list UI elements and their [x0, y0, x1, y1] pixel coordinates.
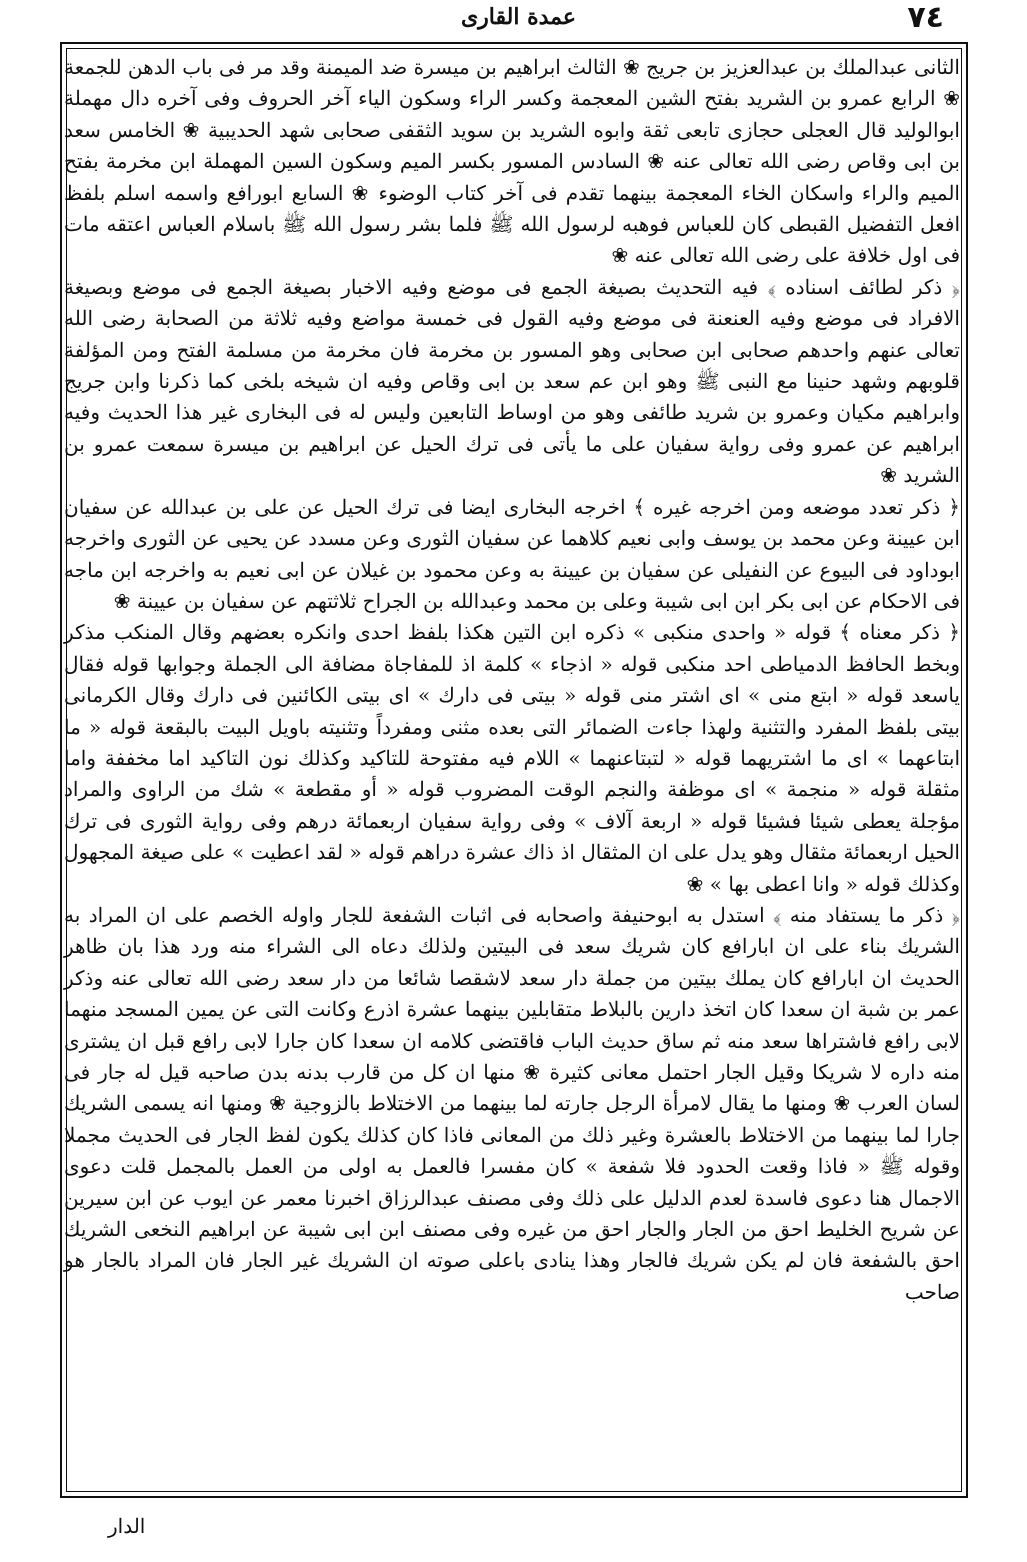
- running-title: عمدة القارى: [460, 4, 577, 30]
- catchword: الدار: [108, 1514, 146, 1538]
- paragraph-meaning: ﴿ ذكر معناه ﴾ قوله « واحدى منكبى » ذكره ابن التين هكذا بلفظ احدى وانكره بعضهم وقال المنكب مذكر وبخط الحافظ الدمياطى احد منكبى قوله « اذجاء » كلمة اذ للمفاجاة مضافة الى الجملة وجوابها قوله فقال ياسعد قوله « ابتع منى » اى اشتر منى قوله « بيتى فى دارك » اى بيتى الكائنين فى دارك وقال الكرمانى بيتى بلفظ المفرد والتثنية ولهذا جاءت الضمائر التى بعده مثنى ومفرداً وتثنيته باويل البيت بالبقعة قوله « ما ابتاعهما » اى ما اشتريهما قوله « لتبتاعنهما » اللام فيه مفتوحة للتاكيد وكذلك نون التاكيد اما مخففة واما مثقلة قوله « منجمة » اى موظفة والنجم الوقت المضروب قوله « أو مقطعة » شك من الراوى والمراد مؤجلة يعطى شيئا فشيئا قوله « اربعة آلاف » وفى رواية سفيان اربعمائة درهم وفى رواية الثورى فى ترك الحيل اربعمائة مثقال وهو يدل على ان المثقال اذ ذاك عشرة دراهم قوله « لقد اعطيت » على صيغة المجهول وكذلك قوله « وانا اعطى بها » ❀: [64, 620, 960, 896]
- body-text: [64, 52, 960, 1308]
- paragraph-other-narrations: ﴿ ذكر تعدد موضعه ومن اخرجه غيره ﴾ اخرجه البخارى ايضا فى ترك الحيل عن على بن عبدالله عن سفيان ابن عيينة وعن محمد بن يوسف وابى نعيم كلاهما عن سفيان الثورى وعن مسدد عن يحيى عن الثورى واخرجه ابوداود فى البيوع عن النفيلى عن سفيان بن عيينة به وعن محمود بن غيلان عن ابى نعيم به واخرجه ابن ماجه فى الاحكام عن ابى بكر ابن ابى شيبة وعلى بن محمد وعبدالله بن الجراح ثلاثتهم عن سفيان بن عيينة ❀: [64, 494, 960, 613]
- page-header: [55, 0, 982, 40]
- paragraph-isnad-subtleties: ﴿ ذكر لطائف اسناده ﴾ فيه التحديث بصيغة الجمع فى موضع وفيه الاخبار بصيغة الجمع فى موضع وبصيغة الافراد فى موضع وفيه العنعنة فى موضع وفيه القول فى خمسة مواضع وفيه ثلاثة من الصحابة رضى الله تعالى عنهم واحدهم صحابى ابن صحابى وهو المسور بن مخرمة فان مخرمة من مسلمة الفتح ومن المؤلفة قلوبهم وشهد حنينا مع النبى ﷺ وهو ابن عم سعد بن ابى وقاص وفيه ان شيخه بلخى كما ذكرنا وابن جريج وابراهيم مكيان وعمرو بن شريد طائفى وهو من اوساط التابعين وليس له فى البخارى غير هذا الحديث وفيه ابراهيم عن عمرو وفى رواية سفيان على ما يأتى فى ترك الحيل عن ابراهيم بن ميسرة سمعت عمرو بن الشريد ❀: [64, 274, 960, 488]
- paragraph-benefits: ﴿ ذكر ما يستفاد منه ﴾ استدل به ابوحنيفة واصحابه فى اثبات الشفعة للجار واوله الخصم على ان المراد به الشريك بناء على ان ابارافع كان شريك سعد فى البيتين ولذلك دعاه الى الشراء منه ورد هذا بان ظاهر الحديث ان ابارافع كان يملك بيتين من جملة دار سعد لاشقصا شائعا من دار سعد رضى الله تعالى عنه وذكر عمر بن شبة ان سعدا كان اتخذ دارين بالبلاط متقابلين بينهما عشرة اذرع وكانت التى عن يمين المسجد منهما لابى رافع فاشتراها سعد منه ثم ساق حديث الباب فاقتضى كلامه ان سعدا كان جارا لابى رافع قبل ان يشترى منه داره لا شريكا وقيل الجار احتمل معانى كثيرة ❀ منها ان كل من قارب بدنه بدن صاحبه قيل له جار فى لسان العرب ❀ ومنها ما يقال لامرأة الرجل جارته لما بينهما من الاختلاط بالزوجية ❀ ومنها انه يسمى الشريك جارا لما بينهما من الاختلاط بالعشرة وغير ذلك من المعانى فاذا كان كذلك يكون لفظ الجار فى الحديث مجملا وقوله ﷺ « فاذا وقعت الحدود فلا شفعة » كان مفسرا فالعمل به اولى من العمل بالمجمل قلت دعوى الاجمال هنا دعوى فاسدة لعدم الدليل على ذلك وفى مصنف عبدالرزاق اخبرنا معمر عن ايوب عن ابن سيرين عن شريح الخليط احق من الجار والجار احق من غيره وفى مصنف ابن ابى شيبة عن ابراهيم النخعى الشريك احق بالشفعة فان لم يكن شريك فالجار وهذا ينادى باعلى صوته ان الشريك غير الجار فان المراد بالجار هو صاحب: [64, 902, 960, 1304]
- page-number: ٧٤: [907, 0, 944, 35]
- paragraph-narrators: الثانى عبدالملك بن عبدالعزيز بن جريج ❀ الثالث ابراهيم بن ميسرة ضد الميمنة وقد مر فى باب الدهن للجمعة ❀ الرابع عمرو بن الشريد بفتح الشين المعجمة وكسر الراء وسكون الياء آخر الحروف وفى آخره دال مهملة ابوالوليد قال العجلى حجازى تابعى ثقة وابوه الشريد بن سويد الثقفى صحابى شهد الحديبية ❀ الخامس سعد بن ابى وقاص رضى الله تعالى عنه ❀ السادس المسور بكسر الميم وسكون السين المهملة ابن مخرمة بفتح الميم والراء واسكان الخاء المعجمة بينهما تقدم فى آخر كتاب الوضوء ❀ السابع ابورافع واسمه اسلم بلفظ افعل التفضيل القبطى كان للعباس فوهبه لرسول الله ﷺ فلما بشر رسول الله ﷺ باسلام العباس اعتقه مات فى اول خلافة على رضى الله تعالى عنه ❀: [64, 55, 961, 268]
